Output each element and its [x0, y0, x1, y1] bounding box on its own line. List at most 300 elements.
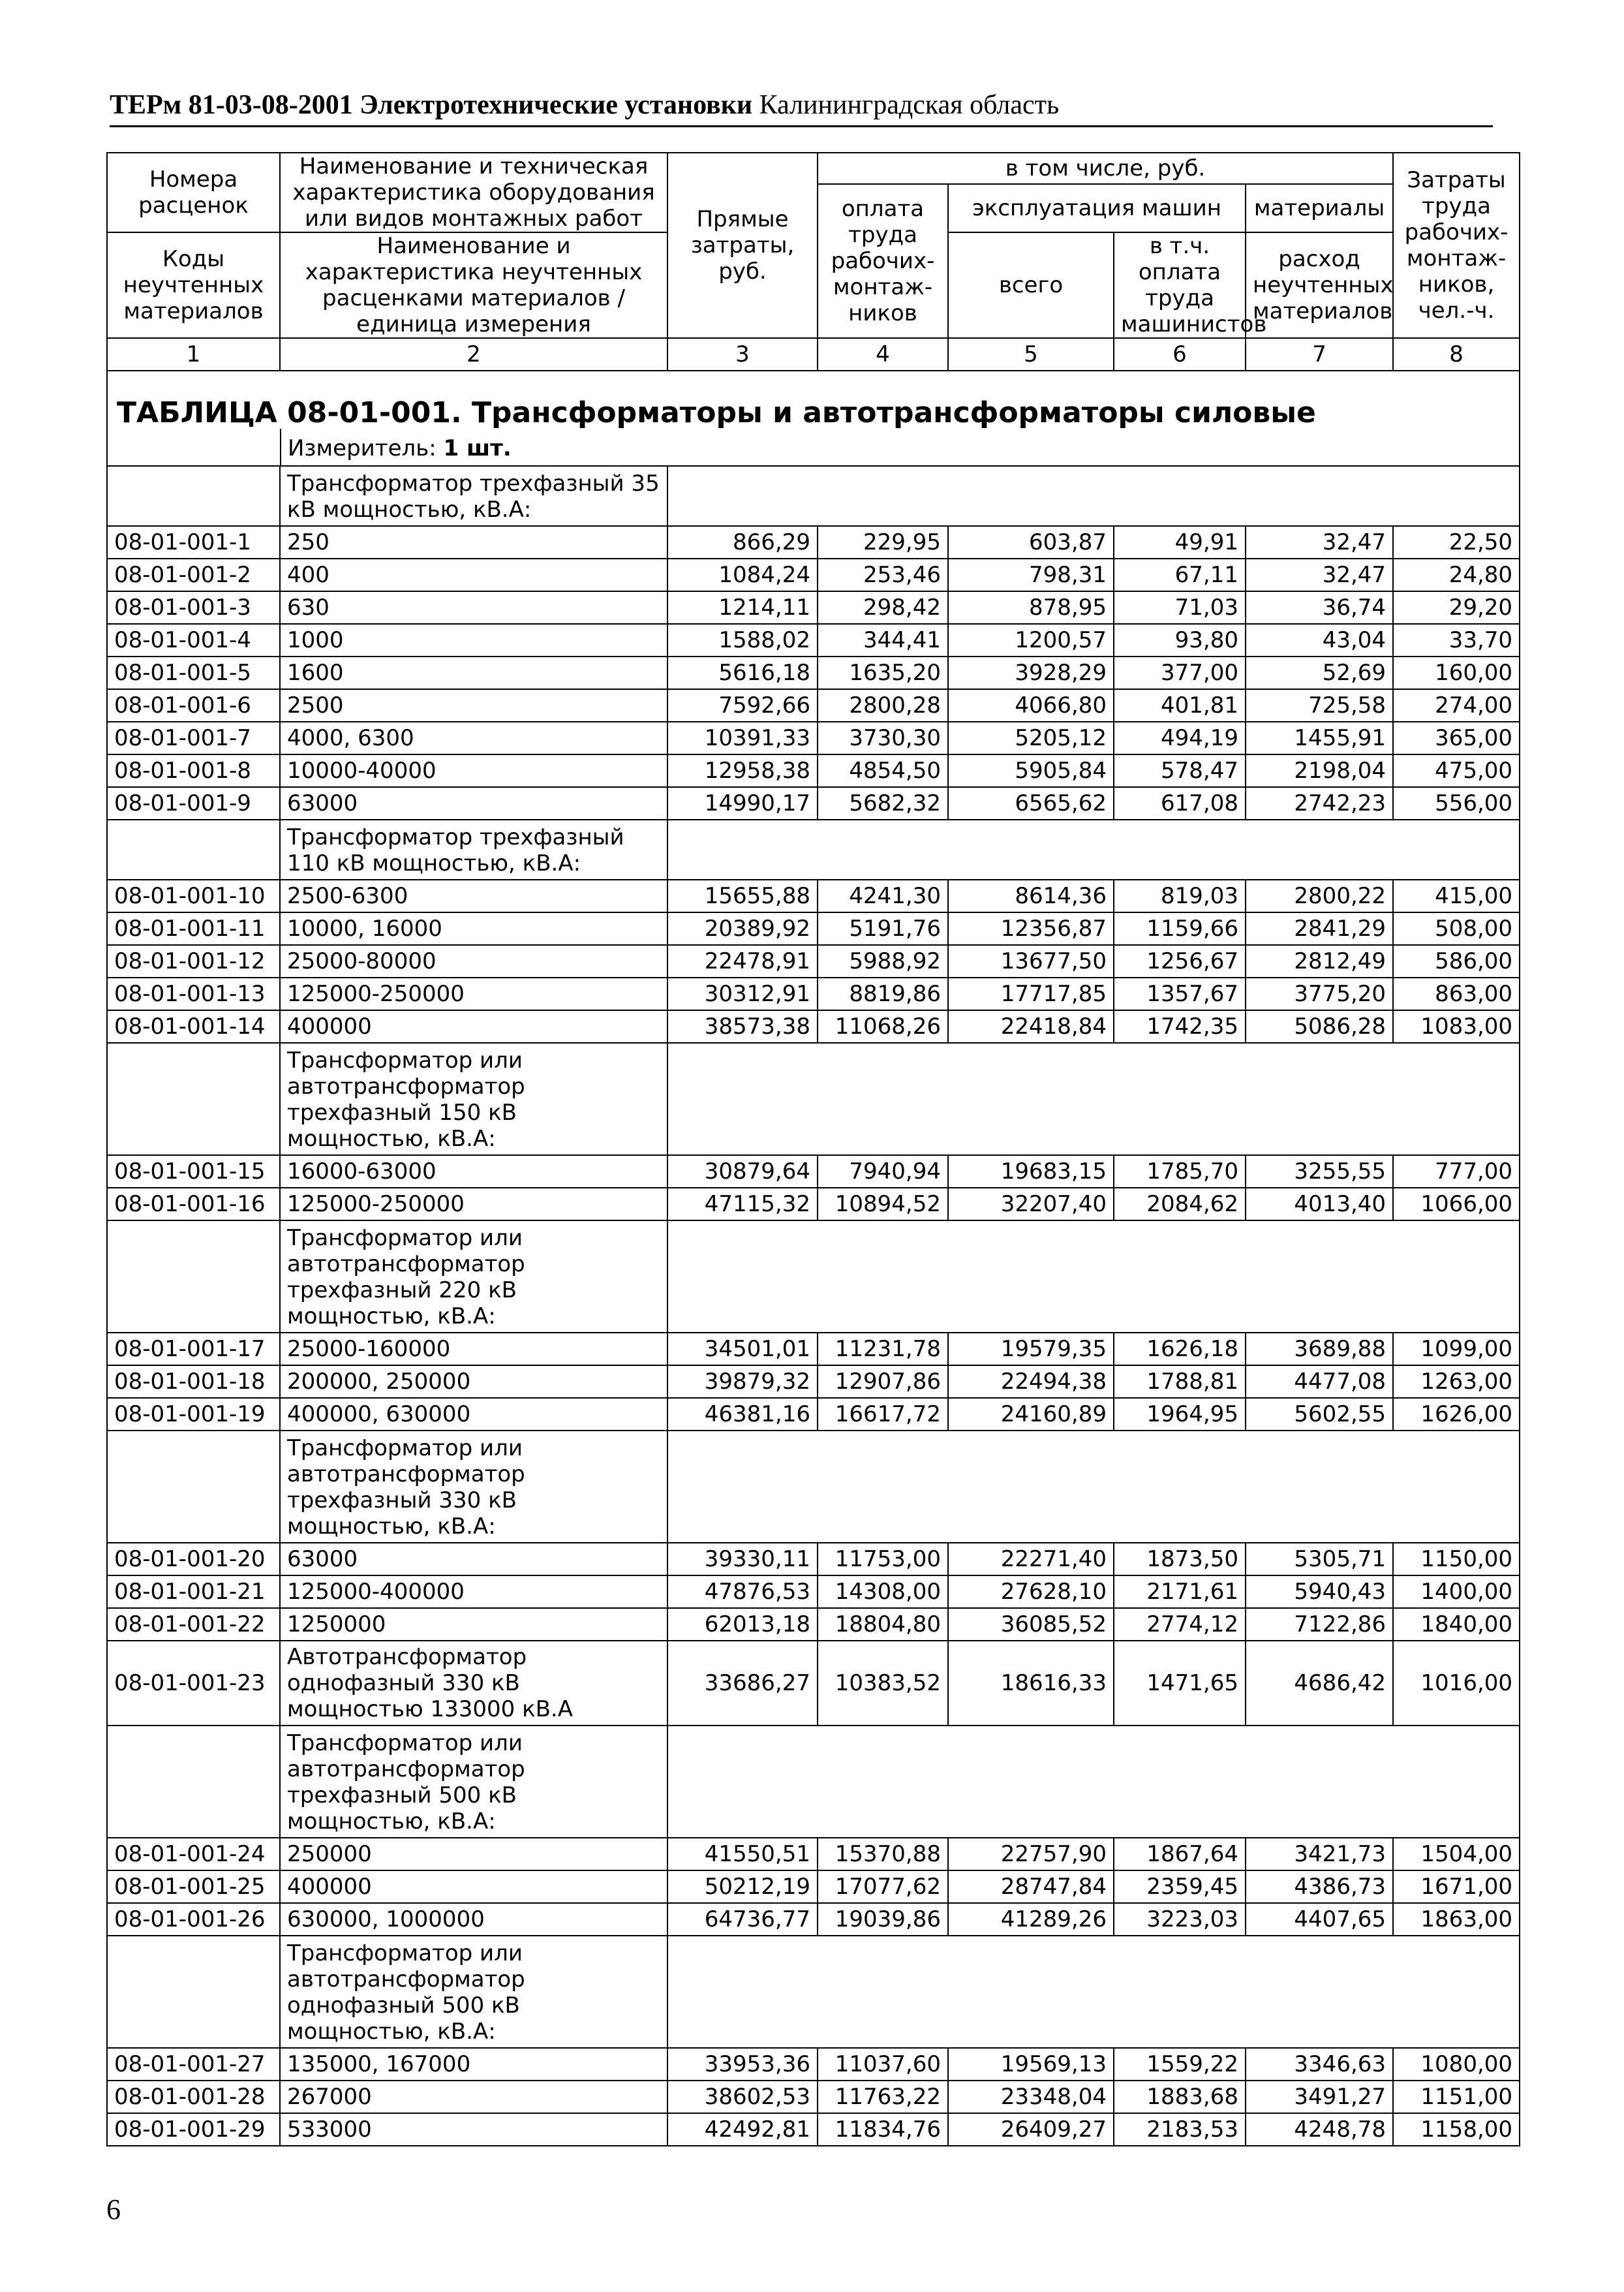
labor-pay-value: 298,42 — [818, 591, 948, 624]
column-number: 4 — [818, 338, 948, 371]
machines-total-value: 22494,38 — [948, 1365, 1114, 1398]
header-name-bottom: Наименование и характеристика неучтенных расценками материалов / единица измерения — [280, 232, 667, 338]
materials-value: 32,47 — [1246, 559, 1393, 591]
machines-labor-value: 1471,65 — [1114, 1641, 1246, 1726]
materials-value: 2800,22 — [1246, 880, 1393, 912]
direct-costs-value: 38573,38 — [667, 1010, 818, 1043]
direct-costs-value: 30312,91 — [667, 978, 818, 1010]
machines-labor-value: 3223,03 — [1114, 1903, 1246, 1936]
rate-description: 250 — [280, 526, 667, 559]
document-code: ТЕРм 81-03-08-2001 — [110, 90, 353, 120]
labor-pay-value: 7940,94 — [818, 1155, 948, 1188]
materials-value: 725,58 — [1246, 689, 1393, 722]
table-row — [107, 754, 1520, 787]
direct-costs-value: 7592,66 — [667, 689, 818, 722]
header-machines: эксплуатация машин — [948, 184, 1246, 232]
rate-code: 08-01-001-9 — [107, 787, 280, 820]
group-row — [107, 1043, 1520, 1155]
materials-value: 5602,55 — [1246, 1398, 1393, 1431]
labor-pay-value: 11753,00 — [818, 1543, 948, 1575]
rate-code: 08-01-001-29 — [107, 2113, 280, 2146]
header-materials-unaccounted: расход неучтенных материалов — [1246, 232, 1393, 338]
group-row — [107, 466, 1520, 526]
machines-total-value: 5205,12 — [948, 722, 1114, 754]
rate-description: 400000 — [280, 1010, 667, 1043]
materials-value: 3689,88 — [1246, 1333, 1393, 1365]
materials-value: 3346,63 — [1246, 2048, 1393, 2081]
labor-pay-value: 17077,62 — [818, 1870, 948, 1903]
materials-value: 4248,78 — [1246, 2113, 1393, 2146]
labor-cost-value: 365,00 — [1393, 722, 1520, 754]
machines-labor-value: 2171,61 — [1114, 1575, 1246, 1608]
header-materials: материалы — [1246, 184, 1393, 232]
table-row — [107, 1188, 1520, 1220]
rate-code: 08-01-001-17 — [107, 1333, 280, 1365]
labor-cost-value: 508,00 — [1393, 912, 1520, 945]
header-labor-pay: оплата труда рабочих-монтаж-ников — [818, 184, 948, 338]
materials-value: 2841,29 — [1246, 912, 1393, 945]
rate-code: 08-01-001-4 — [107, 624, 280, 657]
machines-total-value: 5905,84 — [948, 754, 1114, 787]
rate-description: 1250000 — [280, 1608, 667, 1641]
machines-total-value: 26409,27 — [948, 2113, 1114, 2146]
rate-description: 25000-80000 — [280, 945, 667, 978]
machines-total-value: 4066,80 — [948, 689, 1114, 722]
materials-value: 2812,49 — [1246, 945, 1393, 978]
machines-total-value: 798,31 — [948, 559, 1114, 591]
table-row — [107, 912, 1520, 945]
labor-cost-value: 415,00 — [1393, 880, 1520, 912]
rate-description: 533000 — [280, 2113, 667, 2146]
machines-total-value: 13677,50 — [948, 945, 1114, 978]
labor-cost-value: 777,00 — [1393, 1155, 1520, 1188]
labor-pay-value: 5988,92 — [818, 945, 948, 978]
labor-cost-value: 1400,00 — [1393, 1575, 1520, 1608]
labor-pay-value: 5191,76 — [818, 912, 948, 945]
materials-value: 5086,28 — [1246, 1010, 1393, 1043]
labor-cost-value: 1671,00 — [1393, 1870, 1520, 1903]
table-row — [107, 1641, 1520, 1726]
machines-total-value: 18616,33 — [948, 1641, 1114, 1726]
rate-code: 08-01-001-6 — [107, 689, 280, 722]
machines-total-value: 3928,29 — [948, 657, 1114, 689]
group-empty-cell — [667, 1431, 1520, 1543]
direct-costs-value: 64736,77 — [667, 1903, 818, 1936]
header-including: в том числе, руб. — [818, 153, 1393, 184]
machines-total-value: 6565,62 — [948, 787, 1114, 820]
direct-costs-value: 34501,01 — [667, 1333, 818, 1365]
table-row — [107, 591, 1520, 624]
machines-total-value: 22271,40 — [948, 1543, 1114, 1575]
machines-total-value: 8614,36 — [948, 880, 1114, 912]
rate-description: 4000, 6300 — [280, 722, 667, 754]
labor-cost-value: 1016,00 — [1393, 1641, 1520, 1726]
labor-pay-value: 1635,20 — [818, 657, 948, 689]
table-row — [107, 624, 1520, 657]
rate-description: 200000, 250000 — [280, 1365, 667, 1398]
labor-pay-value: 18804,80 — [818, 1608, 948, 1641]
labor-cost-value: 1626,00 — [1393, 1398, 1520, 1431]
labor-pay-value: 2800,28 — [818, 689, 948, 722]
rate-code: 08-01-001-27 — [107, 2048, 280, 2081]
table-row — [107, 1870, 1520, 1903]
direct-costs-value: 62013,18 — [667, 1608, 818, 1641]
rate-code: 08-01-001-18 — [107, 1365, 280, 1398]
machines-labor-value: 2359,45 — [1114, 1870, 1246, 1903]
table-row — [107, 2081, 1520, 2113]
machines-labor-value: 1357,67 — [1114, 978, 1246, 1010]
machines-labor-value: 2084,62 — [1114, 1188, 1246, 1220]
labor-cost-value: 1066,00 — [1393, 1188, 1520, 1220]
direct-costs-value: 42492,81 — [667, 2113, 818, 2146]
machines-total-value: 22757,90 — [948, 1838, 1114, 1870]
group-code-cell — [107, 1936, 280, 2048]
direct-costs-value: 22478,91 — [667, 945, 818, 978]
group-row — [107, 1220, 1520, 1333]
rate-description: 16000-63000 — [280, 1155, 667, 1188]
direct-costs-value: 5616,18 — [667, 657, 818, 689]
labor-pay-value: 16617,72 — [818, 1398, 948, 1431]
document-region: Калининградская область — [759, 90, 1060, 120]
column-number: 3 — [667, 338, 818, 371]
direct-costs-value: 39330,11 — [667, 1543, 818, 1575]
direct-costs-value: 10391,33 — [667, 722, 818, 754]
direct-costs-value: 15655,88 — [667, 880, 818, 912]
labor-cost-value: 1504,00 — [1393, 1838, 1520, 1870]
group-empty-cell — [667, 466, 1520, 526]
machines-labor-value: 494,19 — [1114, 722, 1246, 754]
rate-code: 08-01-001-15 — [107, 1155, 280, 1188]
rate-description: Автотрансформатор однофазный 330 кВ мощностью 133000 кВ.А — [280, 1641, 667, 1726]
machines-labor-value: 2183,53 — [1114, 2113, 1246, 2146]
rate-code: 08-01-001-19 — [107, 1398, 280, 1431]
header-machines-total: всего — [948, 232, 1114, 338]
rate-description: 267000 — [280, 2081, 667, 2113]
rate-code: 08-01-001-16 — [107, 1188, 280, 1220]
labor-pay-value: 3730,30 — [818, 722, 948, 754]
machines-total-value: 17717,85 — [948, 978, 1114, 1010]
direct-costs-value: 46381,16 — [667, 1398, 818, 1431]
group-name: Трансформатор или автотрансформатор трехфазный 150 кВ мощностью, кВ.А: — [280, 1043, 667, 1155]
materials-value: 7122,86 — [1246, 1608, 1393, 1641]
labor-cost-value: 475,00 — [1393, 754, 1520, 787]
labor-pay-value: 10383,52 — [818, 1641, 948, 1726]
rate-description: 125000-250000 — [280, 978, 667, 1010]
labor-cost-value: 1150,00 — [1393, 1543, 1520, 1575]
group-empty-cell — [667, 820, 1520, 880]
machines-total-value: 27628,10 — [948, 1575, 1114, 1608]
labor-cost-value: 863,00 — [1393, 978, 1520, 1010]
materials-value: 3491,27 — [1246, 2081, 1393, 2113]
labor-cost-value: 22,50 — [1393, 526, 1520, 559]
direct-costs-value: 14990,17 — [667, 787, 818, 820]
machines-total-value: 36085,52 — [948, 1608, 1114, 1641]
group-code-cell — [107, 1431, 280, 1543]
rate-description: 2500 — [280, 689, 667, 722]
table-title-row — [107, 371, 1520, 466]
labor-cost-value: 33,70 — [1393, 624, 1520, 657]
labor-cost-value: 24,80 — [1393, 559, 1520, 591]
machines-labor-value: 401,81 — [1114, 689, 1246, 722]
page-header — [110, 85, 1493, 127]
machines-labor-value: 377,00 — [1114, 657, 1246, 689]
machines-labor-value: 819,03 — [1114, 880, 1246, 912]
labor-cost-value: 1263,00 — [1393, 1365, 1520, 1398]
machines-labor-value: 2774,12 — [1114, 1608, 1246, 1641]
machines-labor-value: 1159,66 — [1114, 912, 1246, 945]
labor-cost-value: 1099,00 — [1393, 1333, 1520, 1365]
group-empty-cell — [667, 1936, 1520, 2048]
labor-pay-value: 11834,76 — [818, 2113, 948, 2146]
labor-pay-value: 11037,60 — [818, 2048, 948, 2081]
labor-cost-value: 1863,00 — [1393, 1903, 1520, 1936]
rate-description: 63000 — [280, 1543, 667, 1575]
direct-costs-value: 12958,38 — [667, 754, 818, 787]
measure-value: 1 шт. — [443, 435, 512, 461]
table-row — [107, 2113, 1520, 2146]
group-name: Трансформатор или автотрансформатор трехфазный 220 кВ мощностью, кВ.А: — [280, 1220, 667, 1333]
rate-code: 08-01-001-1 — [107, 526, 280, 559]
machines-labor-value: 1867,64 — [1114, 1838, 1246, 1870]
group-name: Трансформатор или автотрансформатор однофазный 500 кВ мощностью, кВ.А: — [280, 1936, 667, 2048]
table-row — [107, 657, 1520, 689]
labor-cost-value: 1080,00 — [1393, 2048, 1520, 2081]
table-row — [107, 1333, 1520, 1365]
group-row — [107, 1936, 1520, 2048]
direct-costs-value: 47115,32 — [667, 1188, 818, 1220]
materials-value: 32,47 — [1246, 526, 1393, 559]
rate-description: 125000-250000 — [280, 1188, 667, 1220]
machines-labor-value: 1788,81 — [1114, 1365, 1246, 1398]
labor-pay-value: 14308,00 — [818, 1575, 948, 1608]
rate-code: 08-01-001-26 — [107, 1903, 280, 1936]
machines-total-value: 24160,89 — [948, 1398, 1114, 1431]
rate-description: 125000-400000 — [280, 1575, 667, 1608]
labor-pay-value: 253,46 — [818, 559, 948, 591]
table-row — [107, 978, 1520, 1010]
materials-value: 4686,42 — [1246, 1641, 1393, 1726]
rate-code: 08-01-001-8 — [107, 754, 280, 787]
materials-value: 2742,23 — [1246, 787, 1393, 820]
machines-labor-value: 49,91 — [1114, 526, 1246, 559]
materials-value: 2198,04 — [1246, 754, 1393, 787]
labor-cost-value: 1083,00 — [1393, 1010, 1520, 1043]
column-number: 2 — [280, 338, 667, 371]
machines-total-value: 19683,15 — [948, 1155, 1114, 1188]
group-code-cell — [107, 1043, 280, 1155]
group-code-cell — [107, 1726, 280, 1838]
labor-cost-value: 274,00 — [1393, 689, 1520, 722]
labor-cost-value: 1151,00 — [1393, 2081, 1520, 2113]
labor-pay-value: 15370,88 — [818, 1838, 948, 1870]
group-row — [107, 820, 1520, 880]
labor-pay-value: 4854,50 — [818, 754, 948, 787]
table-row — [107, 1838, 1520, 1870]
labor-cost-value: 1840,00 — [1393, 1608, 1520, 1641]
direct-costs-value: 39879,32 — [667, 1365, 818, 1398]
rate-code: 08-01-001-2 — [107, 559, 280, 591]
labor-cost-value: 556,00 — [1393, 787, 1520, 820]
materials-value: 1455,91 — [1246, 722, 1393, 754]
rate-code: 08-01-001-24 — [107, 1838, 280, 1870]
labor-cost-value: 160,00 — [1393, 657, 1520, 689]
group-row — [107, 1431, 1520, 1543]
labor-cost-value: 1158,00 — [1393, 2113, 1520, 2146]
column-number: 6 — [1114, 338, 1246, 371]
direct-costs-value: 30879,64 — [667, 1155, 818, 1188]
header-labor-cost: Затраты труда рабочих-монтаж-ников, чел.-ч. — [1393, 153, 1520, 338]
group-code-cell — [107, 1220, 280, 1333]
labor-pay-value: 5682,32 — [818, 787, 948, 820]
rate-description: 250000 — [280, 1838, 667, 1870]
table-row — [107, 689, 1520, 722]
rate-code: 08-01-001-28 — [107, 2081, 280, 2113]
rate-description: 135000, 167000 — [280, 2048, 667, 2081]
rate-description: 25000-160000 — [280, 1333, 667, 1365]
column-number: 5 — [948, 338, 1114, 371]
table-row — [107, 1365, 1520, 1398]
machines-total-value: 28747,84 — [948, 1870, 1114, 1903]
machines-total-value: 19569,13 — [948, 2048, 1114, 2081]
header-machines-labor: в т.ч. оплата труда машинистов — [1114, 232, 1246, 338]
direct-costs-value: 866,29 — [667, 526, 818, 559]
rate-code: 08-01-001-20 — [107, 1543, 280, 1575]
table-row — [107, 1010, 1520, 1043]
group-empty-cell — [667, 1043, 1520, 1155]
header-direct-costs: Прямые затраты, руб. — [667, 153, 818, 338]
rate-description: 63000 — [280, 787, 667, 820]
materials-value: 4386,73 — [1246, 1870, 1393, 1903]
direct-costs-value: 47876,53 — [667, 1575, 818, 1608]
materials-value: 3255,55 — [1246, 1155, 1393, 1188]
rate-code: 08-01-001-22 — [107, 1608, 280, 1641]
rate-description: 10000-40000 — [280, 754, 667, 787]
rate-code: 08-01-001-21 — [107, 1575, 280, 1608]
group-code-cell — [107, 820, 280, 880]
table-row — [107, 1575, 1520, 1608]
machines-total-value: 23348,04 — [948, 2081, 1114, 2113]
group-code-cell — [107, 466, 280, 526]
materials-value: 43,04 — [1246, 624, 1393, 657]
rate-code: 08-01-001-7 — [107, 722, 280, 754]
rate-code: 08-01-001-10 — [107, 880, 280, 912]
labor-cost-value: 29,20 — [1393, 591, 1520, 624]
column-numbers-row — [107, 338, 1520, 371]
direct-costs-value: 1588,02 — [667, 624, 818, 657]
table-row — [107, 945, 1520, 978]
rate-code: 08-01-001-13 — [107, 978, 280, 1010]
rate-description: 400 — [280, 559, 667, 591]
labor-pay-value: 12907,86 — [818, 1365, 948, 1398]
page-number: 6 — [106, 2193, 121, 2225]
rate-description: 1600 — [280, 657, 667, 689]
header-name-top: Наименование и техническая характеристика оборудования или видов монтажных работ — [280, 153, 667, 232]
machines-labor-value: 67,11 — [1114, 559, 1246, 591]
rate-code: 08-01-001-11 — [107, 912, 280, 945]
direct-costs-value: 1084,24 — [667, 559, 818, 591]
rate-code: 08-01-001-12 — [107, 945, 280, 978]
direct-costs-value: 33686,27 — [667, 1641, 818, 1726]
header-codes-bottom: Коды неучтенных материалов — [107, 232, 280, 338]
rate-code: 08-01-001-23 — [107, 1641, 280, 1726]
materials-value: 4407,65 — [1246, 1903, 1393, 1936]
group-name: Трансформатор или автотрансформатор трехфазный 500 кВ мощностью, кВ.А: — [280, 1726, 667, 1838]
rate-description: 400000 — [280, 1870, 667, 1903]
direct-costs-value: 1214,11 — [667, 591, 818, 624]
column-number: 7 — [1246, 338, 1393, 371]
machines-labor-value: 1626,18 — [1114, 1333, 1246, 1365]
table-row — [107, 1155, 1520, 1188]
rate-description: 400000, 630000 — [280, 1398, 667, 1431]
measure-line — [281, 429, 1519, 465]
labor-pay-value: 344,41 — [818, 624, 948, 657]
machines-labor-value: 1742,35 — [1114, 1010, 1246, 1043]
machines-labor-value: 1964,95 — [1114, 1398, 1246, 1431]
machines-total-value: 1200,57 — [948, 624, 1114, 657]
materials-value: 5940,43 — [1246, 1575, 1393, 1608]
machines-total-value: 12356,87 — [948, 912, 1114, 945]
rate-code: 08-01-001-3 — [107, 591, 280, 624]
rate-code: 08-01-001-25 — [107, 1870, 280, 1903]
table-row — [107, 526, 1520, 559]
machines-labor-value: 1873,50 — [1114, 1543, 1246, 1575]
group-name: Трансформатор или автотрансформатор трехфазный 330 кВ мощностью, кВ.А: — [280, 1431, 667, 1543]
direct-costs-value: 38602,53 — [667, 2081, 818, 2113]
rate-description: 10000, 16000 — [280, 912, 667, 945]
rates-table — [106, 152, 1520, 2146]
rate-code: 08-01-001-5 — [107, 657, 280, 689]
machines-labor-value: 1256,67 — [1114, 945, 1246, 978]
table-row — [107, 1543, 1520, 1575]
machines-labor-value: 617,08 — [1114, 787, 1246, 820]
group-empty-cell — [667, 1220, 1520, 1333]
labor-pay-value: 229,95 — [818, 526, 948, 559]
rate-description: 630000, 1000000 — [280, 1903, 667, 1936]
header-codes-top: Номера расценок — [107, 153, 280, 232]
direct-costs-value: 20389,92 — [667, 912, 818, 945]
machines-labor-value: 578,47 — [1114, 754, 1246, 787]
materials-value: 4477,08 — [1246, 1365, 1393, 1398]
labor-pay-value: 19039,86 — [818, 1903, 948, 1936]
rate-description: 630 — [280, 591, 667, 624]
column-number: 8 — [1393, 338, 1520, 371]
machines-labor-value: 1559,22 — [1114, 2048, 1246, 2081]
machines-total-value: 19579,35 — [948, 1333, 1114, 1365]
table-row — [107, 722, 1520, 754]
table-row — [107, 2048, 1520, 2081]
machines-total-value: 41289,26 — [948, 1903, 1114, 1936]
rate-description: 1000 — [280, 624, 667, 657]
group-name: Трансформатор трехфазный 35 кВ мощностью, кВ.А: — [280, 466, 667, 526]
group-row — [107, 1726, 1520, 1838]
rate-code: 08-01-001-14 — [107, 1010, 280, 1043]
measure-label: Измеритель: — [288, 435, 437, 461]
column-number: 1 — [107, 338, 280, 371]
machines-labor-value: 71,03 — [1114, 591, 1246, 624]
table-row — [107, 787, 1520, 820]
materials-value: 5305,71 — [1246, 1543, 1393, 1575]
machines-total-value: 603,87 — [948, 526, 1114, 559]
group-empty-cell — [667, 1726, 1520, 1838]
materials-value: 3421,73 — [1246, 1838, 1393, 1870]
direct-costs-value: 33953,36 — [667, 2048, 818, 2081]
header-row-1 — [107, 153, 1520, 184]
labor-pay-value: 11763,22 — [818, 2081, 948, 2113]
materials-value: 36,74 — [1246, 591, 1393, 624]
machines-labor-value: 1785,70 — [1114, 1155, 1246, 1188]
labor-pay-value: 4241,30 — [818, 880, 948, 912]
machines-total-value: 32207,40 — [948, 1188, 1114, 1220]
